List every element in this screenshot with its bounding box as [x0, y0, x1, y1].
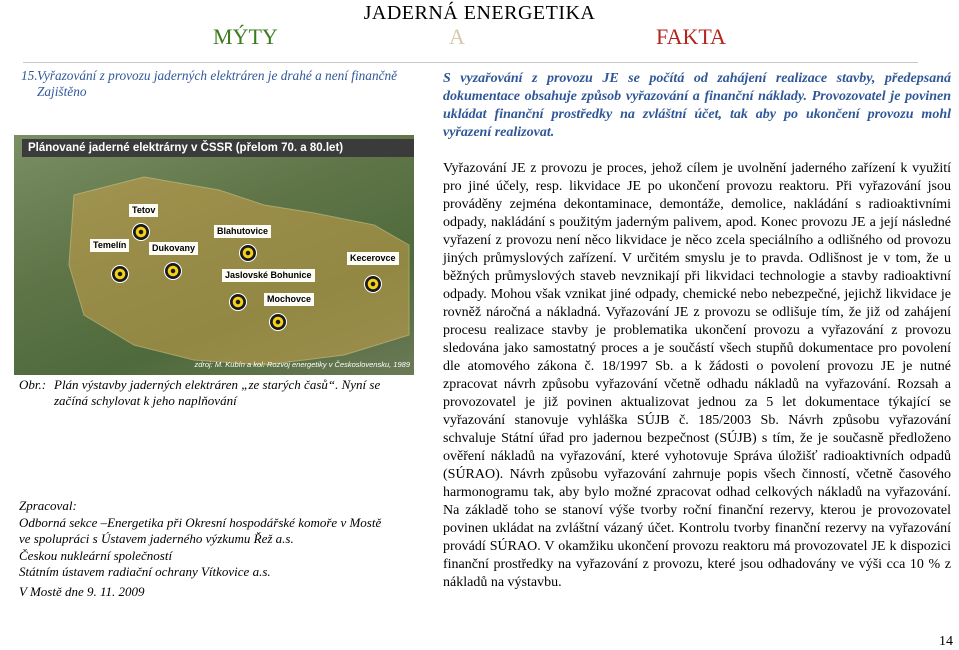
map-label-jaslovske-bohunice: Jaslovské Bohunice — [222, 269, 315, 282]
radiation-icon — [269, 313, 287, 331]
credits — [19, 498, 414, 581]
map-image — [14, 135, 414, 375]
radiation-icon — [229, 293, 247, 311]
map-source: zdroj: M. Kubín a kol: Rozvoj energetiky v Československu, 1989 — [194, 360, 410, 369]
header-fakta: FAKTA — [656, 24, 726, 49]
credits-line: Státním ústavem radiační ochrany Vítkovice a.s. — [19, 564, 271, 579]
map-label-dukovany: Dukovany — [149, 242, 198, 255]
lead-paragraph: S vyzařování z provozu JE se počítá od zahájení realizace stavby, předepsaná dokumentace obsahuje způsob vyřazování a finanční náklady. Provozovatel je povinen ukládat finanční prostředky na zvláštní účet, tak aby po ukončení provozu mohl vyřazení realizovat. — [443, 71, 951, 140]
map-label-tetov: Tetov — [129, 204, 158, 217]
credits-line: ve spolupráci s Ústavem jaderného výzkumu Řež a.s. — [19, 531, 294, 546]
credits-line: Odborná sekce –Energetika při Okresní hospodářské komoře v Mostě — [19, 514, 382, 530]
radiation-icon — [364, 275, 382, 293]
header-a: A — [449, 24, 465, 49]
map-title: Plánované jaderné elektrárny v ČSSR (přelom 70. a 80.let) — [22, 139, 414, 157]
body-paragraph: Vyřazování JE z provozu je proces, jehož cílem je uvolnění jaderného zařízení k využití pro jiné účely, resp. likvidace JE po ukončení provozu reaktoru. Při vyřazování jsou prováděny zejména dekontaminace, demontáže, demolice, nakládání s radioaktivními odpady, nakládání s použitým jaderným palivem, apod. Konec provozu JE a její následné vyřazení z provozu není něco likvidace je něco zcela speciálního a odlišného od provozu jiných průmyslových zařízení. V určitém smyslu je to pravda. Odlišnost je v tom, že u běžných průmyslových staveb nevznikají při likvidaci technologie a stavby radioaktivní odpady. Mohou však vznikat jiné odpady, chemické nebo nebezpečné, jejichž likvidace je rovněž náročná a nákladná. Vyřazování JE z provozu se odlišuje tím, že již od zahájení procesu realizace stavby je problematika ukončení provozu a vyřazování z provozu sledována jako samostatný proces a je součástí všech stupňů dokumentace pro povolení dle atomového zákona č. 18/1997 Sb. a k žádosti o povolení provozu JE je nutné zpracovat návrh způsobu vyřazování včetně odhadu nákladů na vyřazování. Rozsah a provozovatel je již povinen aktualizovat jednou za 5 let dokumentace týkající se vyřazování stanovuje vyhláška SÚJB č. 185/2003 Sb. Návrh způsobu vyřazování schvaluje Státní úřad pro jadernou bezpečnost (SÚJB) s tím, že je současně předloženo ověření nákladů na vyřazování, které vyhotovuje Správa úložišť radioaktivních odpadů (SÚRAO). Návrh způsobu vyřazování zahrnuje popis všech činností, včetně časového harmonogramu tak, aby bylo možné zpracovat odhad celkových nákladů na vyřazování. Na základě toho se stanoví výše tvorby roční finanční rezervy, kterou je provozovatel povinen ukládat na zvláštní vázaný účet. Kontrolu tvorby finanční rezervy na vyřazování provádí SÚRAO. V okamžiku ukončení provozu reaktoru má provozovatel JE k dispozici finanční prostředky na vyřazování z provozu, které jsou odhadovány ve výši cca 10 % z nákladů na výstavbu. — [443, 161, 951, 590]
radiation-icon — [239, 244, 257, 262]
map-label-kecerovce: Kecerovce — [347, 252, 399, 265]
page-number: 14 — [939, 634, 953, 649]
body-text — [443, 160, 951, 592]
header-rule — [23, 62, 918, 63]
radiation-icon — [164, 262, 182, 280]
caption-text: Plán výstavby jaderných elektráren „ze starých časů“. Nyní se začíná schylovat k jeho naplňování — [54, 377, 381, 408]
section-title: Vyřazování z provozu jaderných elektráren je drahé a není finančně Zajištěno — [37, 68, 398, 99]
credits-line: Zpracoval: — [19, 498, 77, 513]
section-number: 15. — [21, 68, 38, 83]
caption-label: Obr.: — [19, 377, 47, 392]
credits-line: Českou nukleární společností — [19, 547, 173, 563]
date: V Mostě dne 9. 11. 2009 — [19, 584, 145, 599]
header-myty: MÝTY — [213, 24, 278, 49]
map-label-blahutovice: Blahutovice — [214, 225, 271, 238]
map-label-mochovce: Mochovce — [264, 293, 314, 306]
radiation-icon — [111, 265, 129, 283]
header-title: JADERNÁ ENERGETIKA — [363, 2, 596, 24]
radiation-icon — [132, 223, 150, 241]
map-label-temelin: Temelín — [90, 239, 129, 252]
section-heading — [21, 68, 426, 100]
figure-caption — [19, 377, 414, 409]
